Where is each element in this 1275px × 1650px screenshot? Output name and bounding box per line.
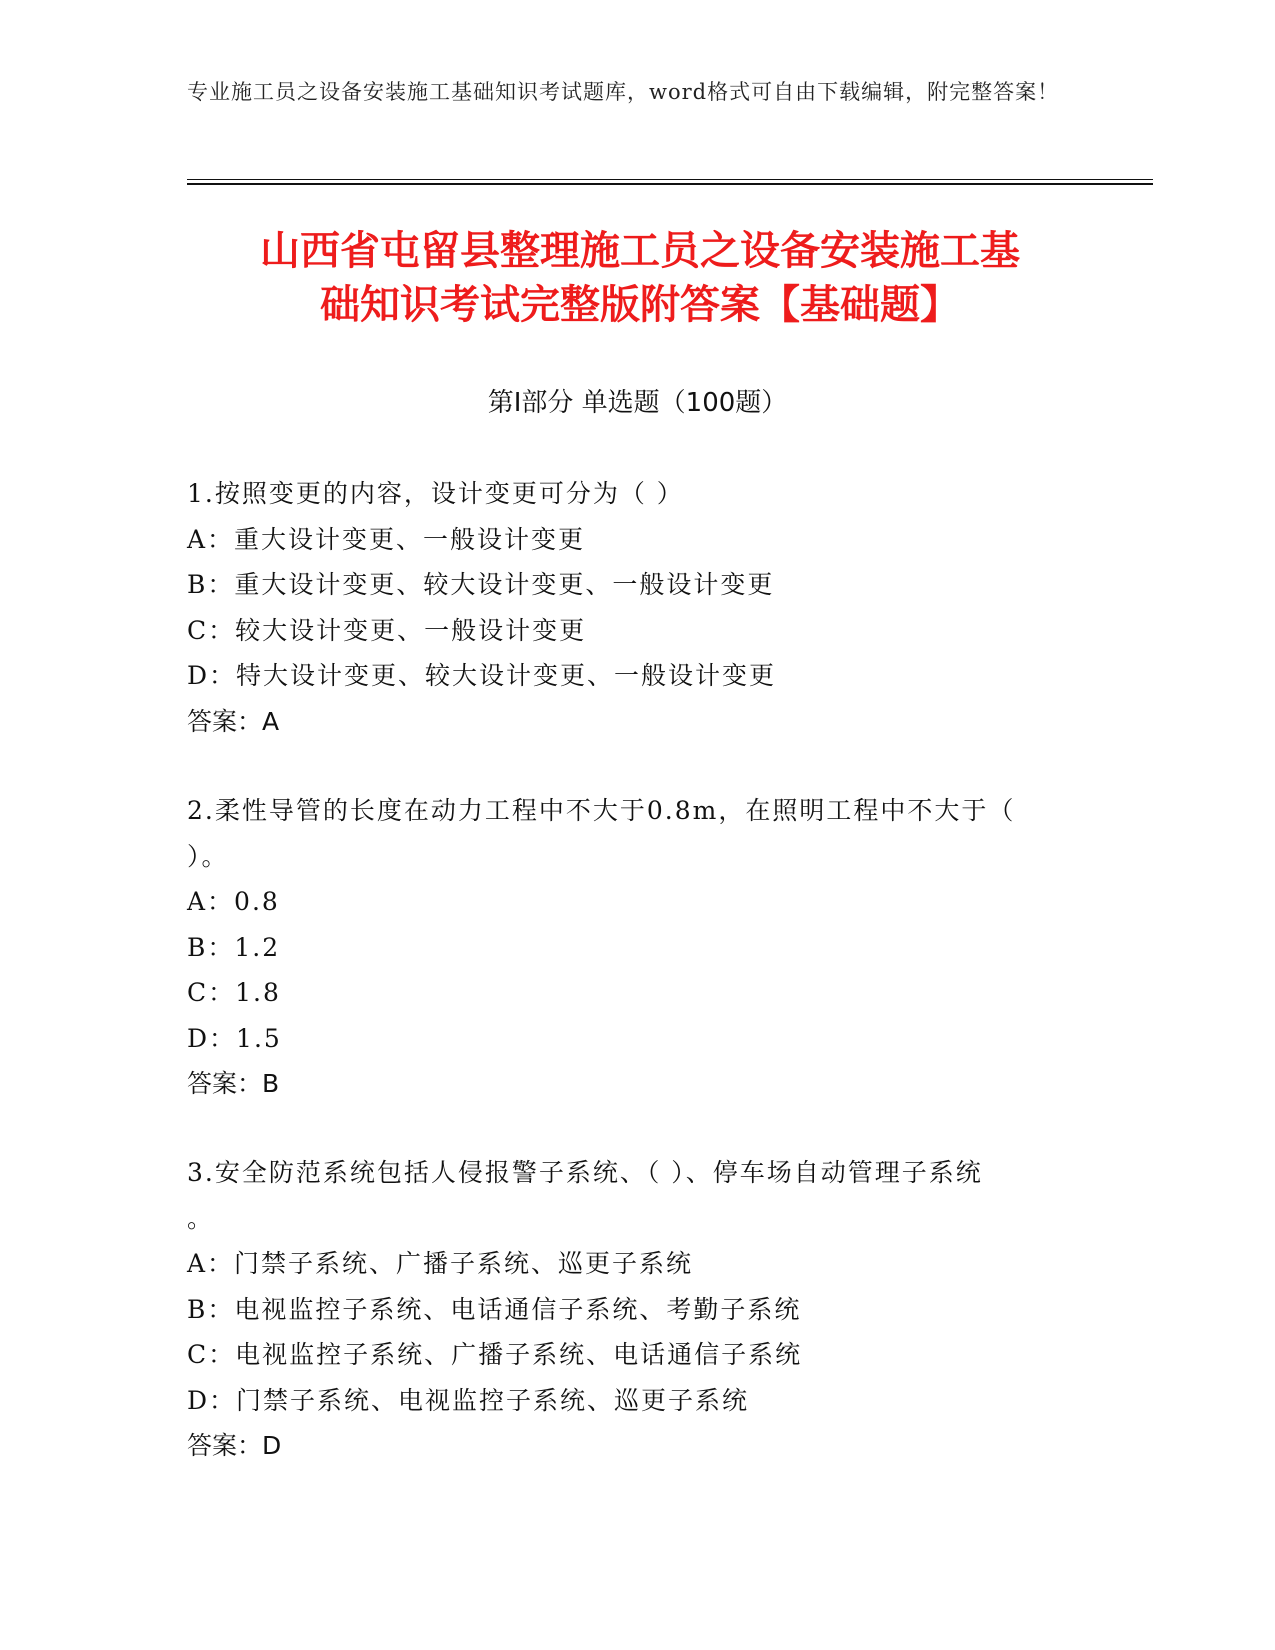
question-2 [187, 788, 1087, 1107]
question-stem-continued: ）。 [187, 841, 229, 871]
question-1 [187, 471, 1087, 744]
header-note: 专业施工员之设备安装施工基础知识考试题库，word格式可自由下载编辑，附完整答案！ [187, 80, 1060, 104]
question-stem: 3.安全防范系统包括人侵报警子系统、（ ）、停车场自动管理子系统 [187, 1158, 983, 1187]
section-title: 第Ⅰ部分 单选题（100题） [487, 388, 788, 418]
document-title-line-2: 础知识考试完整版附答案【基础题】 [320, 282, 960, 328]
option-b: B：重大设计变更、较大设计变更、一般设计变更 [187, 570, 775, 599]
option-c: C：电视监控子系统、广播子系统、电话通信子系统 [187, 1340, 803, 1369]
option-c: C：1.8 [187, 978, 281, 1007]
option-a: A：0.8 [187, 887, 280, 916]
question-stem: 2.柔性导管的长度在动力工程中不大于0.8m，在照明工程中不大于（ [187, 796, 1016, 825]
document-title [190, 224, 1090, 332]
question-stem: 1.按照变更的内容，设计变更可分为（ ） [187, 479, 684, 508]
option-d: D：门禁子系统、电视监控子系统、巡更子系统 [187, 1385, 750, 1415]
option-b: B：电视监控子系统、电话通信子系统、考勤子系统 [187, 1294, 802, 1324]
document-title-line-1: 山西省屯留县整理施工员之设备安装施工基 [260, 228, 1020, 274]
answer-line: 答案：A [187, 706, 280, 736]
answer-line: 答案：B [187, 1069, 280, 1098]
header-divider-thick [187, 183, 1153, 185]
header-divider-thin [187, 179, 1153, 180]
option-d: D：特大设计变更、较大设计变更、一般设计变更 [187, 661, 777, 690]
option-b: B：1.2 [187, 932, 281, 962]
question-3 [187, 1150, 1087, 1469]
answer-line: 答案：D [187, 1431, 282, 1460]
option-d: D：1.5 [187, 1023, 282, 1053]
option-a: A：重大设计变更、一般设计变更 [187, 524, 586, 554]
option-c: C：较大设计变更、一般设计变更 [187, 615, 587, 645]
option-a: A：门禁子系统、广播子系统、巡更子系统 [187, 1249, 694, 1278]
question-stem-continued: 。 [187, 1203, 215, 1233]
